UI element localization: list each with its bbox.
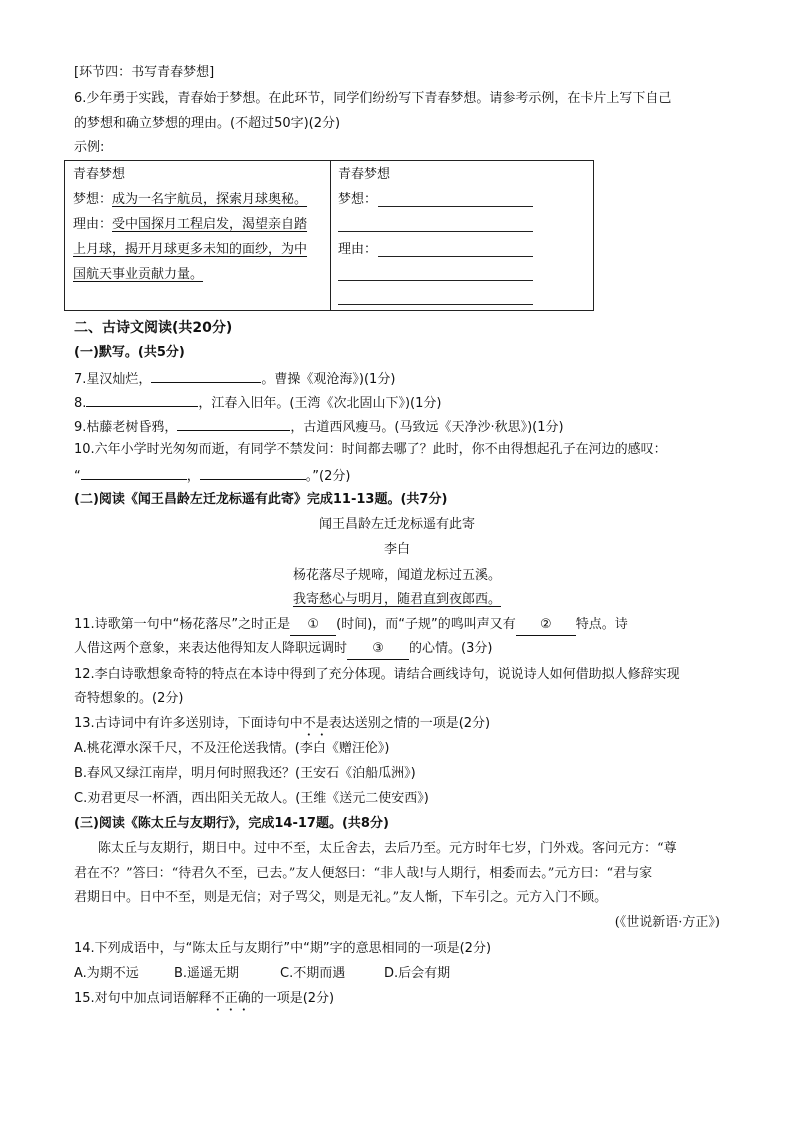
q7-blank[interactable]: [151, 367, 261, 383]
q8: 8. ，江春入旧年。(王湾《次北固山下》)(1分): [74, 391, 441, 414]
q11-line1: 11.诗歌第一句中“杨花落尽”之时正是 ① (时间)，而“子规”的鸣叫声又有 ② 特点。诗: [74, 615, 628, 636]
q9: 9.枯藤老树昏鸦， ，古道西风瘦马。(马致远《天净沙·秋思》)(1分): [74, 415, 564, 438]
q12-line2: 奇特想象的。(2分): [74, 691, 184, 706]
dream-answer-line[interactable]: [378, 206, 533, 207]
passage-line3: 君期日中。日中不至，则是无信；对子骂父，则是无礼。”友人惭，下车引之。元方入门不顾。: [74, 890, 608, 905]
q10-line2: “ ， 。”(2分): [74, 464, 350, 487]
q14-stem: 14.下列成语中，与“陈太丘与友期行”中“期”字的意思相同的一项是(2分): [74, 941, 492, 956]
q10-line1: 10.六年小学时光匆匆而逝，有同学不禁发问：时间都去哪了？此时，你不由得想起孔子在河边的感叹：: [74, 442, 667, 457]
poem-line2: 我寄愁心与明月，随君直到夜郎西。: [292, 592, 501, 607]
q13-option-c: C.劝君更尽一杯酒，西出阳关无故人。(王维《送元二使安西》): [74, 791, 429, 806]
passage-line2: 君在不？”答曰：“待君久不至，已去。”友人便怒曰：“非人哉!与人期行，相委而去。”元方曰：“君与家: [74, 866, 653, 881]
dream-text: 成为一名宇航员，探索月球奥秘。: [112, 192, 308, 207]
card-right-title: 青春梦想: [338, 167, 391, 182]
q9-blank[interactable]: [177, 415, 290, 431]
reason-line2: 上月球，揭开月球更多未知的面纱，为中: [73, 242, 308, 257]
section4-header: [环节四：书写青春梦想]: [74, 65, 215, 80]
q14-option-c: C.不期而遇: [280, 966, 346, 981]
q6-line1: 6.少年勇于实践，青春始于梦想。在此环节，同学们纷纷写下青春梦想。请参考示例，在卡片上写下自己: [74, 91, 672, 106]
dream-label: 梦想：: [73, 192, 113, 207]
reason-label: 理由：: [73, 217, 113, 232]
sub3-title: (三)阅读《陈太丘与友期行》，完成14-17题。(共8分): [74, 816, 389, 831]
poem-author: 李白: [383, 542, 410, 557]
passage-source: (《世说新语·方正》): [614, 915, 720, 930]
dream-answer-line-2[interactable]: [338, 231, 533, 232]
card-right-reason-label: 理由：: [338, 242, 378, 257]
card-left-title: 青春梦想: [73, 167, 126, 182]
q14-option-a: A.为期不远: [74, 966, 139, 981]
q6-line2: 的梦想和确立梦想的理由。(不超过50字)(2分): [74, 116, 341, 131]
part2-title: 二、古诗文阅读(共20分): [74, 320, 233, 336]
sub2-title: (二)阅读《闻王昌龄左迁龙标遥有此寄》完成11-13题。(共7分): [74, 492, 448, 507]
q11-blank3[interactable]: ③: [347, 639, 409, 660]
card-left-reason: [73, 215, 307, 235]
q14-option-b: B.遥遥无期: [174, 966, 240, 981]
q7: 7.星汉灿烂， 。曹操《观沧海》)(1分): [74, 367, 395, 390]
poem-line1: 杨花落尽子规啼，闻道龙标过五溪。: [292, 568, 501, 583]
q11-blank2[interactable]: ②: [516, 615, 576, 636]
q15-stem: 15.对句中加点词语解释不正确的一项是(2分): [74, 991, 335, 1006]
card-left-dream: [73, 190, 307, 210]
q11-blank1[interactable]: ①: [290, 615, 336, 636]
poem-title: 闻王昌龄左迁龙标遥有此寄: [318, 517, 475, 532]
sub1-title: (一)默写。(共5分): [74, 345, 185, 360]
reason-line1: 受中国探月工程启发，渴望亲自踏: [112, 217, 308, 232]
q13-option-a: A.桃花潭水深千尺，不及汪伦送我情。(李白《赠汪伦》): [74, 741, 390, 756]
reason-answer-line[interactable]: [378, 256, 533, 257]
card-divider: [330, 161, 331, 310]
reason-answer-line-2[interactable]: [338, 280, 533, 281]
q10-blank2[interactable]: [200, 464, 306, 480]
q13-stem: 13.古诗词中有许多送别诗，下面诗句中不是表达送别之情的一项是(2分): [74, 716, 491, 731]
dream-card-table: [64, 160, 594, 311]
q14-options: [74, 964, 450, 984]
q12-line1: 12.李白诗歌想象奇特的特点在本诗中得到了充分体现。请结合画线诗句，说说诗人如何借助拟人修辞实现: [74, 667, 680, 682]
passage-line1: 陈太丘与友期行，期日中。过中不至，太丘舍去，去后乃至。元方时年七岁，门外戏。客问元方：“尊: [98, 841, 677, 856]
q14-option-d: D.后会有期: [384, 966, 451, 981]
q10-blank1[interactable]: [81, 464, 187, 480]
reason-line3: 国航天事业贡献力量。: [73, 267, 204, 282]
card-right-dream-label: 梦想：: [338, 192, 378, 207]
q13-option-b: B.春风又绿江南岸，明月何时照我还？(王安石《泊船瓜洲》): [74, 766, 416, 781]
q11-line2: 人借这两个意象，来表达他得知友人降职远调时 ③ 的心情。(3分): [74, 639, 492, 660]
reason-answer-line-3[interactable]: [338, 304, 533, 305]
q8-blank[interactable]: [86, 391, 198, 407]
example-label: 示例:: [74, 140, 105, 155]
